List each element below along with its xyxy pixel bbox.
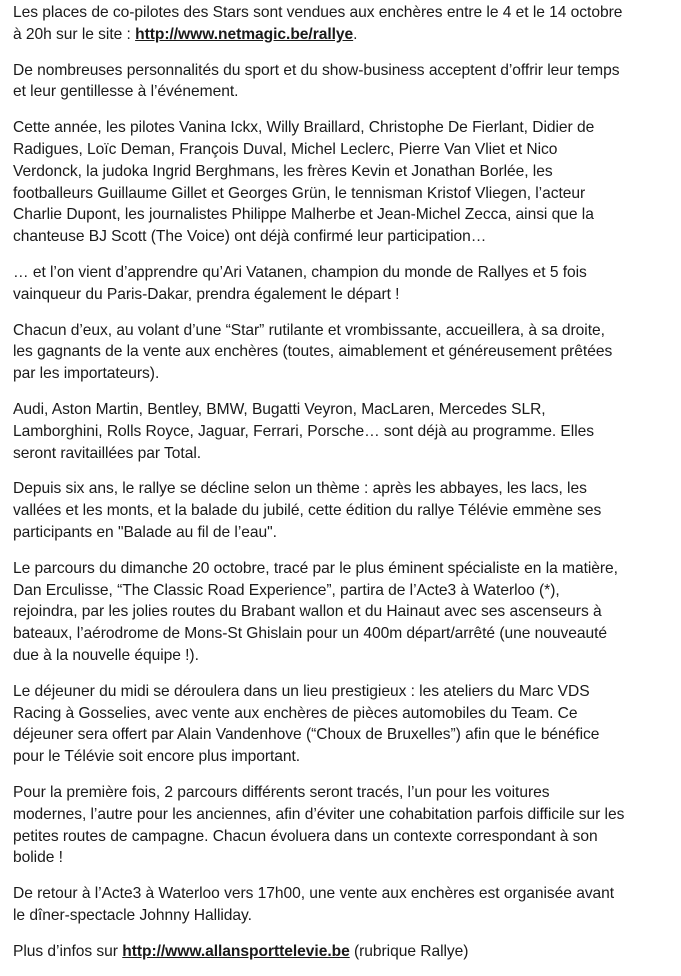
- text-line: Radigues, Loïc Deman, François Duval, Michel Leclerc, Pierre Van Vliet et Nico: [13, 140, 558, 158]
- text-line: et leur gentillesse à l’événement.: [13, 83, 239, 101]
- text-line: le dîner-spectacle Johnny Halliday.: [13, 906, 252, 924]
- paragraph-auction-dates: [13, 2, 677, 46]
- text-line: petites routes de campagne. Chacun évoluera dans un contexte correspondant à son: [13, 827, 598, 845]
- paragraph-personalities: [13, 60, 677, 104]
- text-segment: Plus d’infos sur: [13, 942, 123, 960]
- text-segment: .: [353, 25, 358, 43]
- text-line: participants en "Balade au fil de l’eau".: [13, 523, 277, 541]
- text-line: Racing à Gosselies, avec vente aux enchères de pièces automobiles du Team. Ce: [13, 704, 578, 722]
- text-line: Lamborghini, Rolls Royce, Jaguar, Ferrari, Porsche… sont déjà au programme. Elles: [13, 422, 594, 440]
- text-line: De nombreuses personnalités du sport et du show-business acceptent d’offrir leur temps: [13, 61, 620, 79]
- paragraph-theme: [13, 478, 677, 543]
- text-line: due à la nouvelle équipe !).: [13, 646, 199, 664]
- text-line: pour le Télévie soit encore plus important.: [13, 748, 301, 766]
- paragraph-stars: [13, 320, 677, 385]
- text-line: Charlie Dupont, les journalistes Philippe Malherbe et Jean-Michel Zecca, ainsi que la: [13, 206, 594, 224]
- text-line: Verdonck, la judoka Ingrid Berghmans, les frères Kevin et Jonathan Borlée, les: [13, 162, 553, 180]
- text-line: De retour à l’Acte3 à Waterloo vers 17h00, une vente aux enchères est organisée avant: [13, 885, 615, 903]
- text-line: Le parcours du dimanche 20 octobre, tracé par le plus éminent spécialiste en la matière,: [13, 559, 618, 577]
- text-line: [13, 941, 677, 963]
- text-line: vallées et les monts, et la balade du jubilé, cette édition du rallye Télévie emmène ses: [13, 502, 602, 520]
- text-line: Pour la première fois, 2 parcours différents seront tracés, l’un pour les voitures: [13, 783, 550, 801]
- text-line: les gagnants de la vente aux enchères (toutes, aimablement et généreusement prêtées: [13, 343, 613, 361]
- text-line: [13, 24, 677, 46]
- text-line: bolide !: [13, 849, 63, 867]
- paragraph-participants: [13, 117, 677, 248]
- text-line: modernes, l’autre pour les anciennes, afin d’éviter une cohabitation parfois difficile sur les: [13, 805, 625, 823]
- text-line: vainqueur du Paris-Dakar, prendra également le départ !: [13, 285, 400, 303]
- text-line: Audi, Aston Martin, Bentley, BMW, Bugatti Veyron, MacLaren, Mercedes SLR,: [13, 400, 546, 418]
- text-line: Les places de co-pilotes des Stars sont vendues aux enchères entre le 4 et le 14 octobre: [13, 4, 623, 21]
- text-line: chanteuse BJ Scott (The Voice) ont déjà confirmé leur participation…: [13, 228, 487, 246]
- text-line: Depuis six ans, le rallye se décline selon un thème : après les abbayes, les lacs, les: [13, 480, 587, 498]
- netmagic-link[interactable]: http://www.netmagic.be/rallye: [135, 25, 354, 43]
- text-line: déjeuner sera offert par Alain Vandenhove (“Choux de Bruxelles”) afin que le bénéfice: [13, 726, 600, 744]
- paragraph-return: [13, 883, 677, 927]
- text-line: par les importateurs).: [13, 365, 160, 383]
- text-segment: (rubrique Rallye): [349, 942, 469, 960]
- paragraph-route: [13, 558, 677, 667]
- paragraph-two-routes: [13, 782, 677, 869]
- text-segment: à 20h sur le site :: [13, 25, 136, 43]
- text-line: Le déjeuner du midi se déroulera dans un lieu prestigieux : les ateliers du Marc VDS: [13, 682, 590, 700]
- paragraph-vatanen: [13, 262, 677, 306]
- paragraph-lunch: [13, 681, 677, 768]
- paragraph-more-info: [13, 941, 677, 963]
- text-line: seront ravitaillées par Total.: [13, 444, 202, 462]
- document-body: [13, 2, 677, 976]
- allansporttelevie-link[interactable]: http://www.allansporttelevie.be: [122, 942, 350, 960]
- text-line: Cette année, les pilotes Vanina Ickx, Willy Braillard, Christophe De Fierlant, Didier de: [13, 119, 595, 137]
- text-line: … et l’on vient d’apprendre qu’Ari Vatanen, champion du monde de Rallyes et 5 fois: [13, 263, 587, 281]
- paragraph-car-brands: [13, 399, 677, 464]
- text-line: Chacun d’eux, au volant d’une “Star” rutilante et vrombissante, accueillera, à sa droite,: [13, 321, 605, 339]
- text-line: rejoindra, par les jolies routes du Brabant wallon et du Hainaut avec ses ascenseurs à: [13, 603, 602, 621]
- text-line: Dan Erculisse, “The Classic Road Experience”, partira de l’Acte3 à Waterloo (*),: [13, 581, 560, 599]
- text-line: footballeurs Guillaume Gillet et Georges Grün, le tennisman Kristof Vliegen, l’acteur: [13, 184, 586, 202]
- text-line: bateaux, l’aérodrome de Mons-St Ghislain pour un 400m départ/arrêté (une nouveauté: [13, 625, 608, 643]
